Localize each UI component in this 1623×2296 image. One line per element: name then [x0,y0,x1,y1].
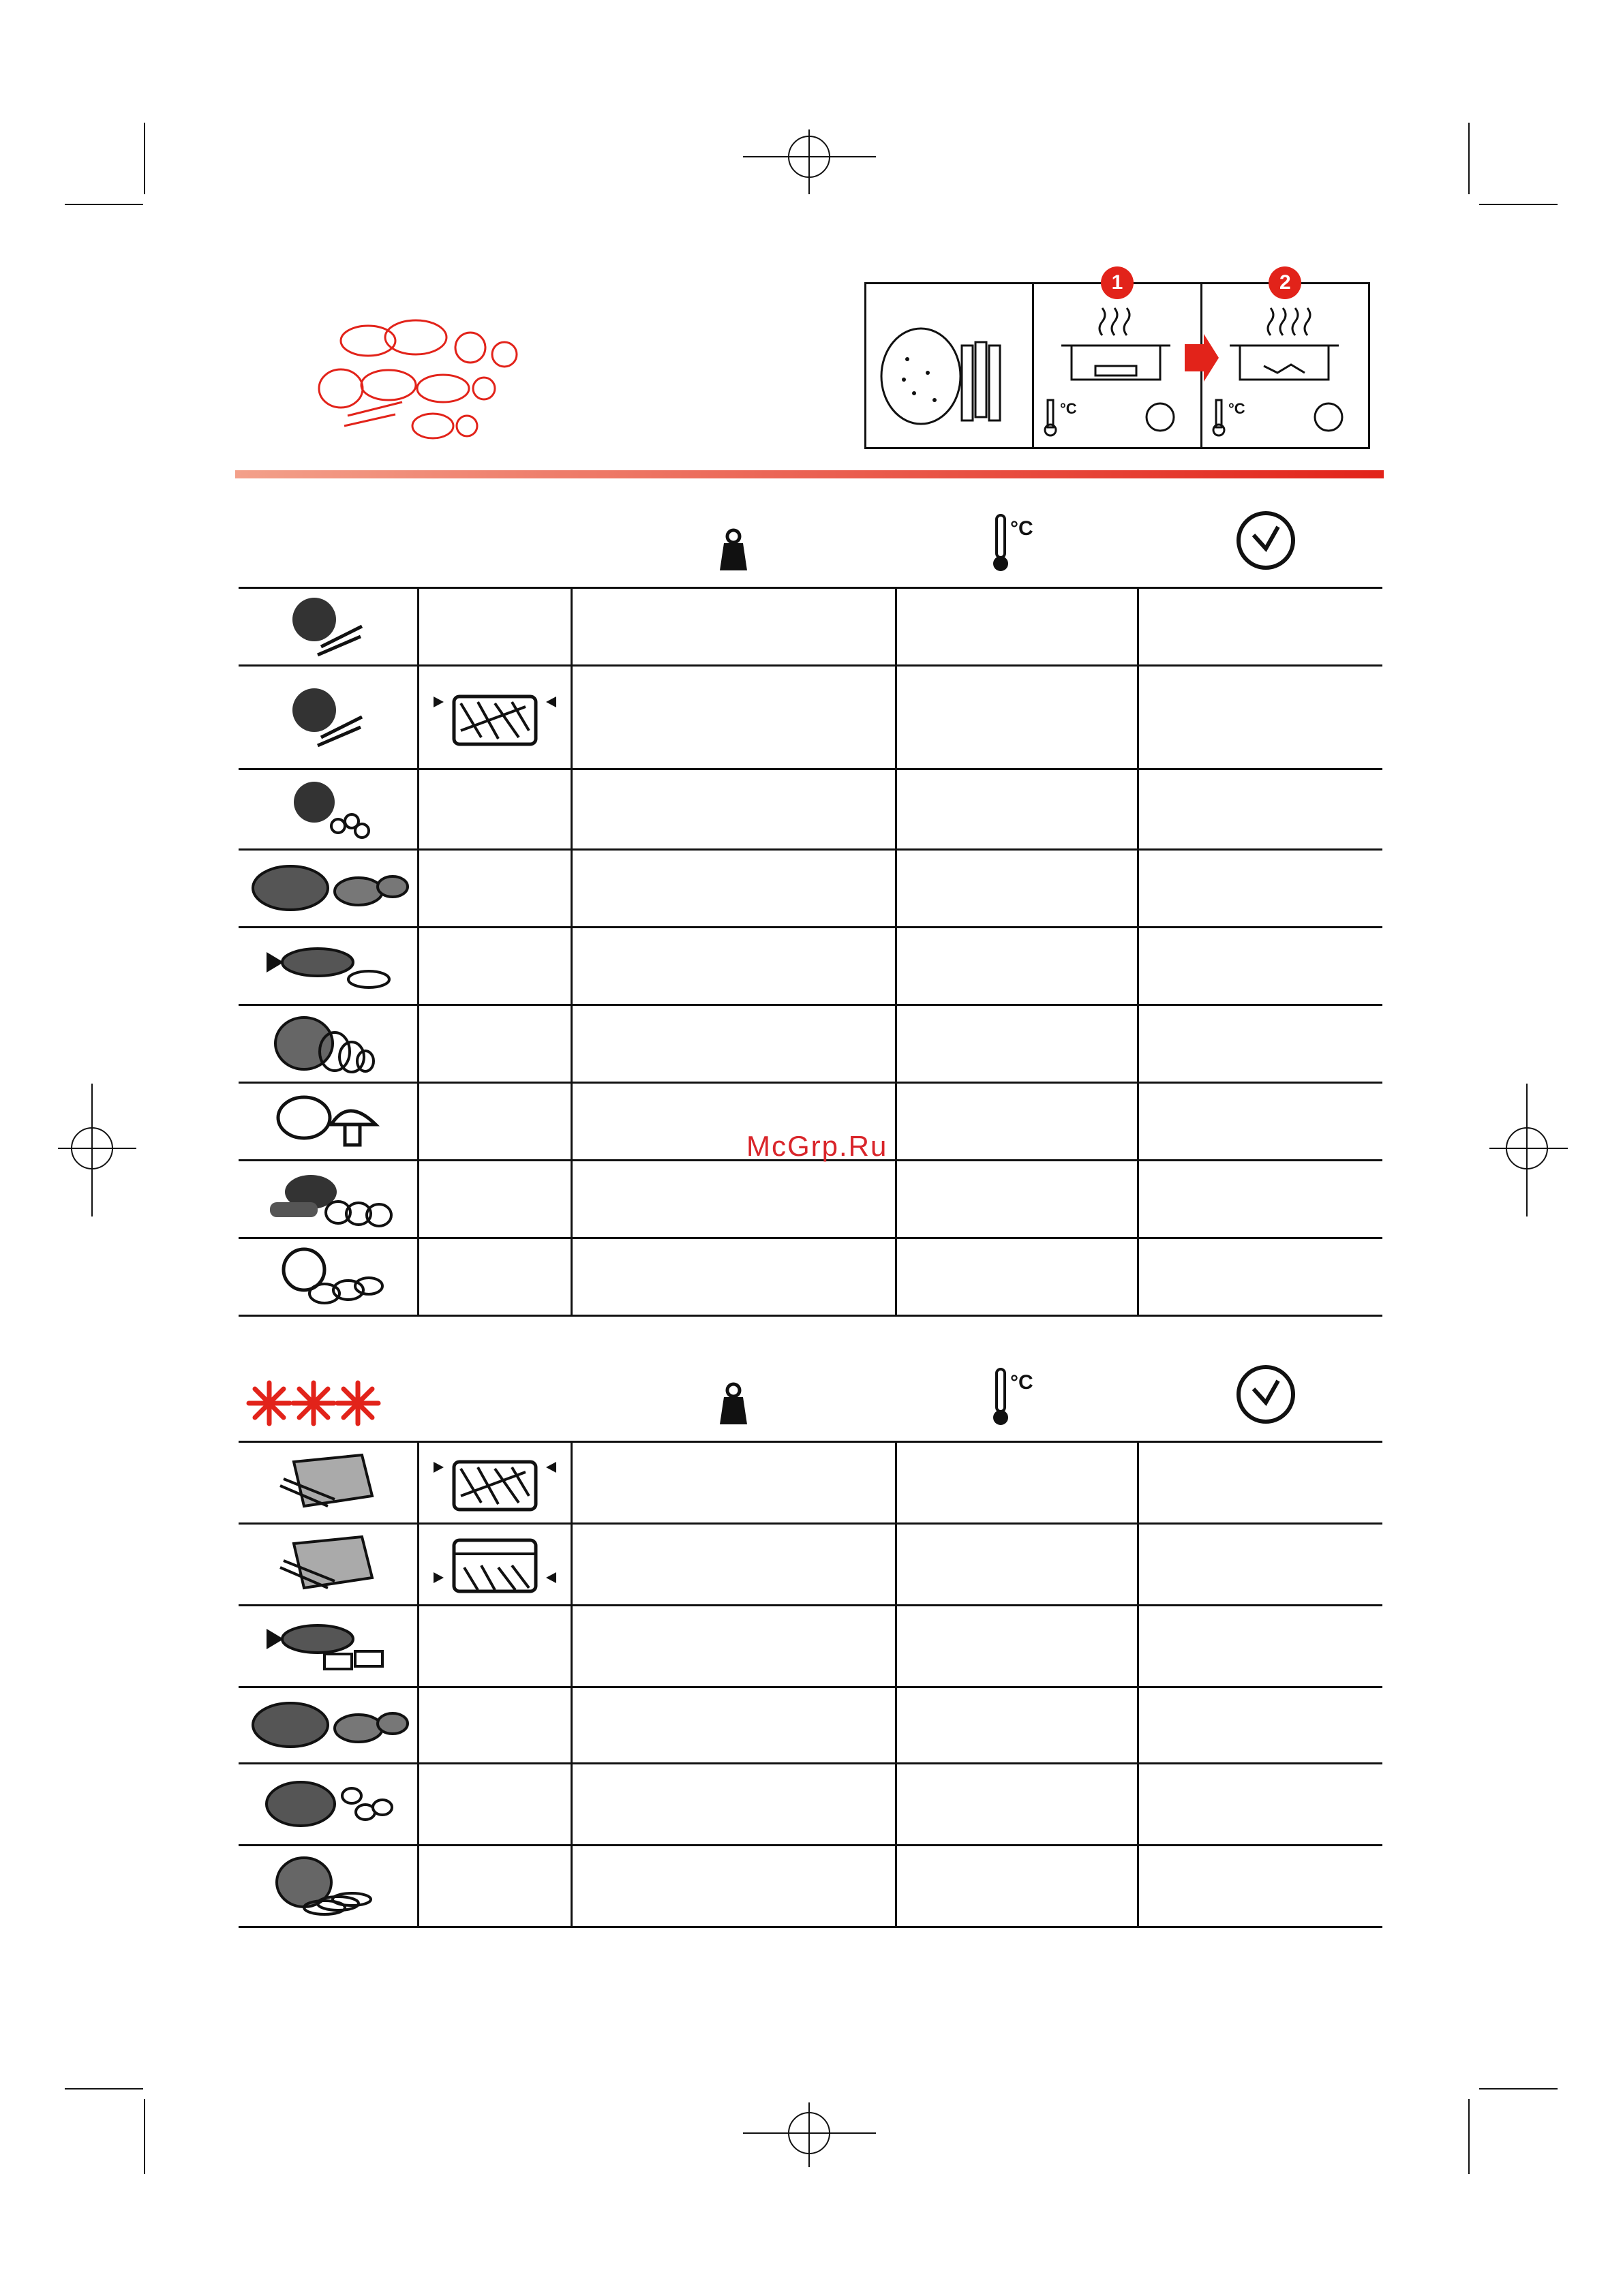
table-row [239,769,1382,849]
fresh-header-temperature [896,491,1138,587]
frozen-food-table [239,1339,1382,1928]
table-row [239,1238,1382,1315]
frozen-header-time [1138,1339,1382,1441]
potato-fries-icon [866,284,1030,448]
eggplant-slices-icon [260,1165,396,1233]
section-divider [235,470,1384,478]
table-row [239,1605,1382,1687]
weight-icon [714,1382,753,1427]
thermometer-icon [991,512,1039,573]
fresh-header-food [239,491,418,587]
chicken-pieces-icon [246,854,410,922]
fresh-header-quantity [571,491,896,587]
frozen-chicken-nuggets-icon [260,1770,396,1838]
full-basket-icon [430,1448,560,1516]
full-basket-icon [430,683,560,751]
step-2-badge: 2 [1269,266,1301,299]
frozen-header-temperature [896,1339,1138,1441]
table-row [239,1687,1382,1763]
assorted-food-illustration [314,313,532,450]
step-1-panel [1034,271,1202,447]
table-row [239,1845,1382,1927]
mushrooms-icon [267,1087,389,1155]
frozen-onion-rings-icon [267,1852,389,1920]
table-row [239,849,1382,927]
weight-icon [714,528,753,573]
watermark-text: McGrp.Ru [746,1130,888,1162]
table-row [239,665,1382,769]
clock-icon [1233,508,1299,573]
onion-rings-icon [267,1009,389,1077]
two-step-frying-diagram [864,271,1370,449]
table-row [239,1441,1382,1523]
table-row [239,1523,1382,1605]
potato-fries-icon [280,683,376,751]
potato-fries-icon [280,592,376,660]
arrow-right-icon [1185,334,1219,382]
svg-text:°C: °C [1010,1371,1033,1394]
apple-rings-icon [267,1242,389,1311]
frozen-header-quantity [571,1339,896,1441]
fresh-food-table [239,491,1382,1317]
clock-icon [1233,1362,1299,1427]
table-row [239,1160,1382,1238]
table-row [239,927,1382,1005]
table-row [239,1763,1382,1845]
frozen-fish-sticks-icon [260,1612,396,1680]
frozen-fries-bag-icon [273,1448,382,1516]
table-row [239,1005,1382,1082]
potato-and-fries-panel [866,284,1034,447]
svg-text:°C: °C [1228,400,1245,417]
step-2-panel [1202,271,1368,447]
step-1-badge: 1 [1101,266,1134,299]
frozen-chicken-pieces-icon [246,1691,410,1759]
thermometer-icon [991,1366,1039,1427]
snowflakes-icon [245,1379,382,1427]
fryer-blanching-icon [1034,284,1198,448]
frozen-header-food [239,1339,418,1441]
potato-balls-icon [280,775,376,843]
half-basket-icon [430,1530,560,1598]
svg-text:°C: °C [1010,517,1033,540]
svg-text:°C: °C [1060,400,1078,417]
frozen-fries-bag-icon [273,1530,382,1598]
frozen-header-basket [418,1339,571,1441]
fresh-header-time [1138,491,1382,587]
fryer-finishing-icon [1202,284,1366,448]
fresh-header-basket [418,491,571,587]
fish-fillet-icon [260,932,396,1000]
table-row [239,587,1382,665]
